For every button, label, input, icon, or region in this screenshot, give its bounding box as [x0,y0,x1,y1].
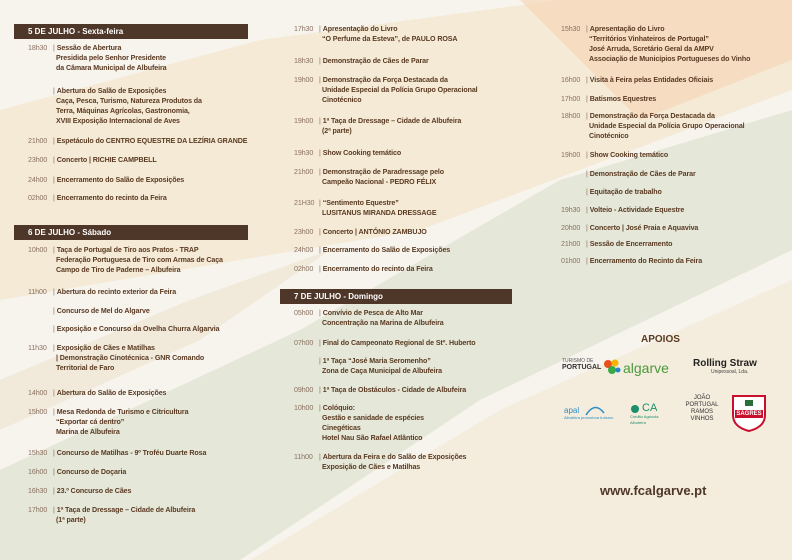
entry-separator: | [319,57,321,65]
program-entry [294,245,515,255]
entry-time: 18h30 [28,44,48,52]
entry-time: 16h00 [28,468,48,476]
entry-separator: | [53,176,55,184]
entry-time: 23h00 [28,156,48,164]
entry-first-line [561,24,787,34]
entry-title: Convívio de Pesca de Alto Mar [322,309,423,317]
entry-title: Visita à Feira pelas Entidades Oficiais [589,76,714,84]
entry-title: 1ª Taça de Obstáculos - Cidade de Albufeira [322,386,467,394]
program-entry [28,467,250,477]
program-entry [28,448,250,458]
program-entry [561,150,787,160]
entry-time: 18h30 [294,57,314,65]
entry-first-line [28,245,250,255]
entry-detail-line: Terra, Máquinas Agrícolas, Gastronomia, [56,107,190,115]
program-entry [561,256,787,266]
entry-first-line [28,505,250,515]
entry-separator: | [53,487,55,495]
entry-first-line [294,24,515,34]
entry-separator: | [586,151,588,159]
credito-agricola-logo [630,402,668,426]
program-entry [561,205,787,215]
entry-title: Concerto | José Praia e Aquaviva [589,224,699,232]
program-entry [294,356,515,376]
jpr-line-1: JOÃO [693,395,711,401]
entry-title: Concurso de Mel do Algarve [56,307,150,315]
entry-detail-line: LUSITANUS MIRANDA DRESSAGE [322,209,437,217]
rolling-straw-name: Rolling Straw [693,358,757,369]
entry-first-line [28,287,250,297]
entry-separator: | [53,87,55,95]
program-entry [28,86,250,126]
entry-title: Colóquio: [322,404,355,412]
entry-title: Abertura do Salão de Exposições [56,389,167,397]
entry-first-line [294,116,515,126]
entry-first-line [294,264,515,274]
entry-detail-line: Exposição de Cães e Matilhas [322,463,421,471]
entry-separator: | [53,288,55,296]
entry-time: 17h00 [28,506,48,514]
entry-title: “Sentimento Equestre” [322,199,399,207]
entry-detail-line: Unidade Especial da Polícia Grupo Operacional [589,122,745,130]
entry-first-line [561,111,787,121]
joao-portugal-ramos-logo [682,395,722,423]
entry-first-line [294,403,515,413]
entry-first-line [561,223,787,233]
entry-title: Encerramento do Salão de Exposições [322,246,451,254]
program-entry [294,403,515,443]
entry-first-line [561,205,787,215]
jpr-line-2: PORTUGAL [685,402,719,408]
entry-first-line [561,75,787,85]
entry-title: Abertura da Feira e do Salão de Exposições [322,453,467,461]
entry-time: 23h00 [294,228,314,236]
entry-separator: | [319,357,321,365]
entry-separator: | [53,137,55,145]
entry-time: 16h00 [561,76,581,84]
jpr-line-4: VINHOS [690,416,714,422]
entry-first-line [294,227,515,237]
entry-separator: | [586,170,588,178]
entry-detail-line: Cinegéticas [322,424,361,432]
program-entry [294,308,515,328]
program-entry [294,227,515,237]
entry-time: 05h00 [294,309,314,317]
entry-title: Taça de Portugal de Tiro aos Pratos - TRAP [56,246,199,254]
entry-separator: | [319,149,321,157]
program-entry [28,407,250,437]
entry-title: Final do Campeonato Regional de Stº. Huberto [322,339,476,347]
entry-title: Batismos Equestres [589,95,657,103]
entry-separator: | [319,76,321,84]
entry-separator: | [586,112,588,120]
entry-detail-line: “Territórios Vinhateiros de Portugal” [589,35,709,43]
entry-title: 1ª Taça de Dressage – Cidade de Albufeira [322,117,462,125]
entry-title: Equitação de trabalho [589,188,662,196]
entry-separator: | [319,228,321,236]
program-entry [294,148,515,158]
entry-time: 17h30 [294,25,314,33]
entry-separator: | [319,386,321,394]
credito-agricola-icon [630,404,640,414]
entry-title: Apresentação do Livro [589,25,665,33]
entry-time: 19h00 [294,76,314,84]
website-url[interactable]: www.fcalgarve.pt [600,483,707,498]
entry-title: Demonstração de Cães de Parar [589,170,696,178]
apoios-title: APOIOS [641,334,680,345]
entry-first-line [294,167,515,177]
entry-separator: | [586,25,588,33]
entry-title: Concerto | RICHIE CAMPBELL [56,156,157,164]
entry-separator: | [586,95,588,103]
program-entry [561,187,787,197]
entry-first-line [28,467,250,477]
entry-first-line [28,193,250,203]
entry-separator: | [53,389,55,397]
entry-separator: | [586,76,588,84]
entry-detail-line: Federação Portuguesa de Tiro com Armas de Caça [56,256,223,264]
entry-time: 11h30 [28,344,47,352]
entry-detail-line: Campeão Nacional - PEDRO FÉLIX [322,178,437,186]
entry-time: 14h00 [28,389,48,397]
entry-title: Encerramento do recinto da Feira [322,265,433,273]
entry-separator: | [319,339,321,347]
entry-first-line [561,187,787,197]
program-entry [294,75,515,105]
program-entry [294,264,515,274]
entry-first-line [28,388,250,398]
rolling-straw-sub: Unipessoal, Lda. [711,369,749,375]
entry-time: 15h30 [28,449,48,457]
entry-first-line [28,407,250,417]
entry-separator: | [586,206,588,214]
entry-first-line [561,256,787,266]
entry-separator: | [53,408,55,416]
turismo-portugal-text-b: PORTUGAL [562,364,602,371]
entry-separator: | [53,468,55,476]
rolling-straw-logo [693,358,757,375]
program-entry [28,343,250,373]
entry-detail-line: Hotel Nau São Rafael Atlântico [322,434,423,442]
program-entry [28,175,250,185]
entry-detail-line: Cinotécnico [322,96,362,104]
entry-title: Volteio - Actividade Equestre [589,206,685,214]
entry-time: 15h00 [28,408,48,416]
entry-title: Espetáculo do CENTRO EQUESTRE DA LEZÍRIA GRANDE [56,137,248,145]
entry-separator: | [53,194,55,202]
entry-time: 19h00 [294,117,314,125]
entry-separator: | [319,199,321,207]
entry-title: Encerramento do Salão de Exposições [56,176,185,184]
apal-sub: Albufeira promotora turismo [564,415,614,420]
entry-time: 17h00 [561,95,581,103]
day-header-5-julho: 5 DE JULHO - Sexta-feira [14,24,248,39]
entry-separator: | [319,453,321,461]
entry-detail-line: Territorial de Faro [56,364,115,372]
turismo-portugal-logo [562,358,626,380]
entry-title: Show Cooking temático [322,149,402,157]
entry-title: 1ª Taça de Dressage – Cidade de Albufeira [56,506,196,514]
entry-detail-line: Gestão e sanidade de espécies [322,414,424,422]
entry-title: Encerramento do Recinto da Feira [589,257,703,265]
entry-detail-line: | Demonstração Cinotécnica - GNR Comando [56,354,205,362]
program-entry [28,245,250,275]
program-entry [294,56,515,66]
entry-time: 24h00 [28,176,48,184]
entry-detail-line: Concentração na Marina de Albufeira [322,319,444,327]
entry-separator: | [53,307,55,315]
entry-time: 02h00 [28,194,48,202]
entry-time: 19h30 [561,206,581,214]
entry-first-line [294,56,515,66]
entry-separator: | [319,117,321,125]
entry-first-line [294,356,515,366]
entry-first-line [561,169,787,179]
entry-detail-line: da Câmara Municipal de Albufeira [56,64,167,72]
program-entry [28,136,250,146]
sagres-text: SAGRES [736,411,762,417]
entry-time: 10h00 [294,404,314,412]
entry-separator: | [53,506,55,514]
entry-time: 18h00 [561,112,581,120]
entry-separator: | [53,44,55,52]
entry-first-line [28,486,250,496]
entry-title: 1ª Taça “José Maria Seromenho” [322,357,431,365]
program-entry [561,169,787,179]
entry-title: Encerramento do recinto da Feira [56,194,167,202]
entry-separator: | [319,246,321,254]
entry-title: Exposição e Concurso da Ovelha Churra Algarvia [56,325,220,333]
entry-first-line [294,452,515,462]
entry-time: 11h00 [294,453,313,461]
entry-detail-line: Presidida pelo Senhor Presidente [56,54,166,62]
program-entry [294,452,515,472]
entry-title: Sessão de Encerramento [589,240,673,248]
apal-logo [564,403,614,421]
entry-separator: | [319,265,321,273]
entry-title: Concurso de Matilhas - 9º Troféu Duarte Rosa [56,449,207,457]
day-header-6-julho: 6 DE JULHO - Sábado [14,225,248,240]
program-entry [28,388,250,398]
apal-name: apal [564,406,580,415]
entry-first-line [294,245,515,255]
entry-title: Concerto | ANTÓNIO ZAMBUJO [322,228,427,236]
program-entry [28,287,250,297]
entry-detail-line: Marina de Albufeira [56,428,120,436]
day-header-7-julho: 7 DE JULHO - Domingo [280,289,512,304]
entry-first-line [561,94,787,104]
entry-detail-line: “Exportar cá dentro” [56,418,125,426]
entry-title: Abertura do recinto exterior da Feira [56,288,177,296]
program-entry [294,198,515,218]
credito-agricola-name: CA [642,402,658,414]
apal-swoosh-icon [584,403,606,419]
entry-time: 10h00 [28,246,48,254]
entry-separator: | [586,257,588,265]
entry-time: 07h00 [294,339,314,347]
entry-detail-line: Associação de Municípios Portugueses do Vinho [589,55,751,63]
entry-title: Demonstração da Força Destacada da [322,76,448,84]
entry-time: 16h30 [28,487,48,495]
turismo-portugal-text-a: TURISMO DE [562,358,594,364]
entry-separator: | [319,309,321,317]
program-entry [561,75,787,85]
program-entry [561,111,787,141]
entry-time: 11h00 [28,288,47,296]
entry-separator: | [586,188,588,196]
entry-time: 19h00 [561,151,581,159]
entry-detail-line: (1ª parte) [56,516,86,524]
entry-first-line [294,148,515,158]
entry-title: Demonstração de Cães de Parar [322,57,429,65]
entry-detail-line: XVIII Exposição Internacional de Aves [56,117,180,125]
entry-first-line [28,324,250,334]
entry-first-line [294,338,515,348]
program-entry [561,94,787,104]
entry-first-line [28,448,250,458]
program-entry [28,486,250,496]
program-entry [28,193,250,203]
program-entry [294,167,515,187]
entry-detail-line: Zona de Caça Municipal de Albufeira [322,367,443,375]
jpr-line-3: RAMOS [690,409,713,415]
entry-detail-line: Cinotécnico [589,132,629,140]
entry-separator: | [53,156,55,164]
program-entry [294,116,515,136]
turismo-portugal-icon [602,358,622,376]
program-entry [28,43,250,73]
entry-time: 02h00 [294,265,314,273]
program-entry [561,24,787,64]
program-entry [561,239,787,249]
entry-detail-line: Caça, Pesca, Turismo, Natureza Produtos da [56,97,202,105]
entry-first-line [28,306,250,316]
entry-title: Sessão de Abertura [56,44,122,52]
entry-first-line [28,175,250,185]
program-entry [294,24,515,44]
entry-time: 15h30 [561,25,581,33]
algarve-logo: algarve [623,360,669,376]
sagres-logo [730,393,768,433]
entry-detail-line: Campo de Tiro de Paderne – Albufeira [56,266,181,274]
entry-separator: | [586,240,588,248]
entry-time: 21h00 [561,240,581,248]
entry-separator: | [319,168,321,176]
program-entry [294,385,515,395]
entry-first-line [561,239,787,249]
entry-first-line [28,343,250,353]
entry-separator: | [586,224,588,232]
program-entry [28,155,250,165]
entry-title: Show Cooking temático [589,151,669,159]
entry-time: 21h00 [28,137,48,145]
entry-time: 01h00 [561,257,581,265]
entry-title: Demonstração da Força Destacada da [589,112,715,120]
entry-separator: | [319,404,321,412]
entry-title: Apresentação do Livro [322,25,398,33]
entry-title: Concurso de Doçaria [56,468,127,476]
entry-title: Abertura do Salão de Exposições [56,87,167,95]
entry-first-line [561,150,787,160]
entry-first-line [294,385,515,395]
entry-first-line [294,198,515,208]
entry-time: 24h00 [294,246,314,254]
entry-title: 23.º Concurso de Cães [56,487,132,495]
entry-separator: | [53,246,55,254]
program-entry [294,338,515,348]
program-entry [561,223,787,233]
entry-time: 20h00 [561,224,581,232]
entry-detail-line: “O Perfume da Esteva”, de PAULO ROSA [322,35,458,43]
entry-title: Demonstração de Paradressage pelo [322,168,445,176]
program-entry [28,324,250,334]
entry-time: 21H30 [294,199,315,207]
entry-time: 19h30 [294,149,314,157]
entry-detail-line: Unidade Especial da Polícia Grupo Operacional [322,86,478,94]
program-entry [28,306,250,316]
program-entry [28,505,250,525]
entry-separator: | [53,325,55,333]
entry-time: 09h00 [294,386,314,394]
entry-title: Mesa Redonda de Turismo e Citricultura [56,408,189,416]
entry-separator: | [319,25,321,33]
entry-first-line [294,308,515,318]
credito-agricola-sub: Crédito Agrícola Albufeira [630,414,659,425]
entry-first-line [28,136,250,146]
entry-first-line [28,155,250,165]
entry-first-line [294,75,515,85]
entry-separator: | [53,449,55,457]
entry-first-line [28,43,250,53]
entry-separator: | [53,344,55,352]
entry-time: 21h00 [294,168,314,176]
entry-detail-line: José Arruda, Scretário Geral da AMPV [589,45,714,53]
entry-title: Exposição de Cães e Matilhas [56,344,155,352]
entry-detail-line: (2ª parte) [322,127,352,135]
entry-first-line [28,86,250,96]
